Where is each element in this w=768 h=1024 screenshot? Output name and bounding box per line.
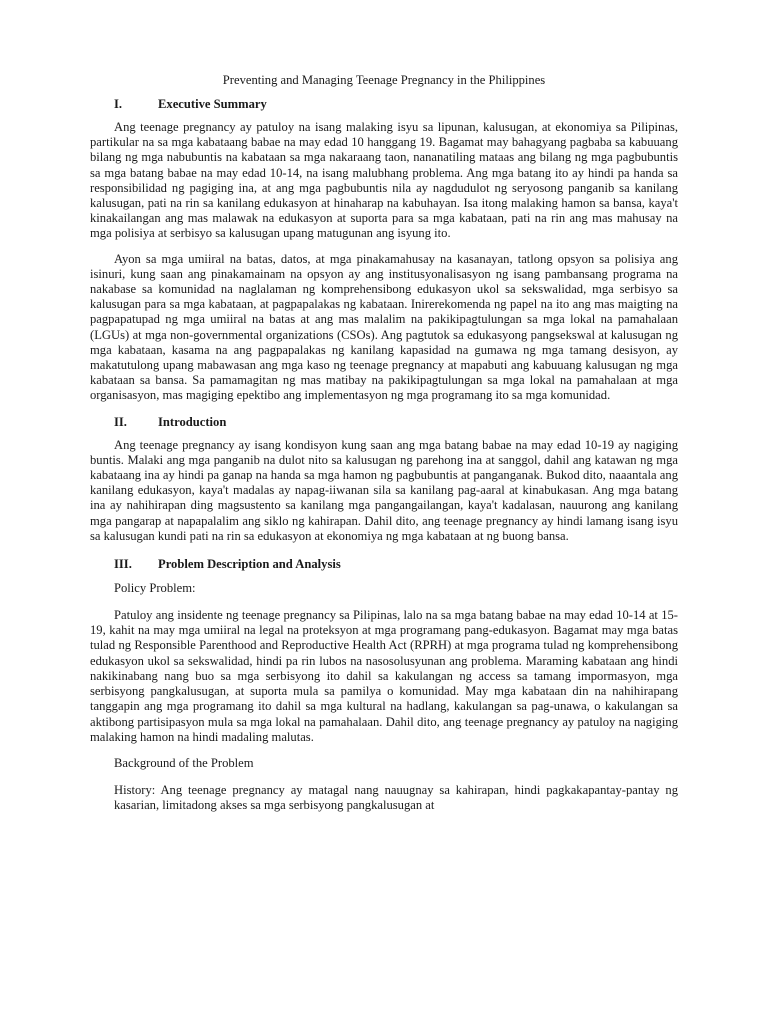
policy-problem-label: Policy Problem:: [114, 581, 196, 596]
section-number: II.: [114, 414, 127, 429]
section-number: I.: [114, 97, 123, 111]
section-title: Problem Description and Analysis: [158, 557, 341, 572]
executive-summary-paragraph-1: Ang teenage pregnancy ay patuloy na isang malaking isyu sa lipunan, kalusugan, at ekonomiya sa Pilipinas, partikular na sa mga kabataang babae na may edad 10 hanggang 19. Bagamat may bahagyang pagbaba sa kabuuang bilang ng mga nabubuntis na kabataan sa mga nakaraang taon, nananatiling mataas ang bilang ng mga pagbubuntis sa mga batang babae na may edad 10-14, na isang malubhang problema. Ang mga batang ito ay hindi pa handa sa responsibilidad ng pagiging ina, at ang mga pagbubuntis nila ay nagdudulot ng seryosong panganib sa kanilang kalusugan, pati na rin sa kanilang edukasyon at hinaharap na kabuhayan. Isa itong malaking hamon sa bansa, kaya't kinakailangan ang mas malawak na edukasyon at suporta para sa mga kabataan, pati na rin ang mas mahusay na mga polisiya at serbisyo sa kalusugan upang matugunan ang isyung ito.: [90, 120, 678, 241]
executive-summary-paragraph-2: Ayon sa mga umiiral na batas, datos, at mga pinakamahusay na kasanayan, tatlong opsyon sa polisiya ang isinuri, kung saan ang pinakamainam na opsyon ay ang institusyonalisasyon ng isang pambansang programa na nakabase sa komunidad na naglalaman ng komprehensibong edukasyon ukol sa sekswalidad, mga serbisyo sa kalusugan para sa mga kabataan, at pagpapalakas ng kabataan. Inirerekomenda ng papel na ito ang mas maigting na pagpapatupad ng mga umiiral na batas at ang mas malalim na pakikipagtulungan sa mga lokal na pamahalaan (LGUs) at mga non-governmental organizations (CSOs). Ang pagtutok sa edukasyong pangsekswal at kalusugan ng mga kabataan, kasama na ang pagpapalakas ng kanilang kapasidad na gumawa ng mga tamang desisyon, ay makatutulong upang mabawasan ang mga kaso ng teenage pregnancy at mapabuti ang kabuuang kalusugan ng mga kabataan sa bansa. Sa pamamagitan ng mas matibay na pakikipagtulungan sa mga lokal na pamahalaan at mga organisasyon, mas magiging epektibo ang implementasyon ng mga programang ito sa mga komunidad.: [90, 251, 678, 403]
section-title: Introduction: [158, 414, 227, 429]
history-paragraph: History: Ang teenage pregnancy ay matagal nang nauugnay sa kahirapan, hindi pagkakapantay-pantay ng kasarian, limitadong akses sa mga serbisyong pangkalusugan at: [114, 782, 678, 813]
document-title: Preventing and Managing Teenage Pregnancy in the Philippines: [222, 73, 546, 87]
section-number: III.: [114, 557, 132, 572]
policy-problem-paragraph: Patuloy ang insidente ng teenage pregnancy sa Pilipinas, lalo na sa mga batang babae na may edad 10-14 at 15-19, kahit na may mga umiiral na legal na proteksyon at mga programang pang-edukasyon. Bagamat may mga batas tulad ng Responsible Parenthood and Reproductive Health Act (RPRH) at mga programa tulad ng komprehensibong edukasyon ukol sa sekswalidad, hindi pa rin lubos na nasosolusyunan ang problema. Maraming kabataan ang hindi nakikinabang nang buo sa mga serbisyong ito dahil sa kakulangan ng access sa tamang impormasyon, mga serbisyong pangkalusugan, at suporta mula sa pamilya o komunidad. May mga kabataan din na nahihirapang tanggapin ang mga programang ito dahil sa mga kultural na hadlang, kakulangan sa pag-unawa, o kakulangan sa aktibong partisipasyon mula sa mga lokal na pamahalaan. Dahil dito, ang teenage pregnancy ay patuloy na nagiging malaking hamon na hindi madaling malutas.: [90, 608, 678, 744]
section-heading-introduction: [114, 414, 678, 430]
section-heading-problem-description: [114, 556, 678, 572]
introduction-paragraph: Ang teenage pregnancy ay isang kondisyon kung saan ang mga batang babae na may edad 10-19 ay nagiging buntis. Malaki ang mga panganib na dulot nito sa kalusugan ng parehong ina at sanggol, dahil ang katawan ng mga kabataang ina ay hindi pa ganap na handa sa mga hamon ng pagbubuntis at panganganak. Bukod dito, naaantala ang kanilang edukasyon, kaya't madalas ay napag-iiwanan sila sa kanilang pag-aaral at kinabukasan. Ang mga batang ina ay nahihirapan ding magsustento sa kanilang mga pangangailangan, kaya't kadalasan, nauurong ang kanilang mga pangarap at napapalalim ang siklo ng kahirapan. Dahil dito, ang teenage pregnancy ay hindi lamang isang isyu sa kalusugan kundi pati na rin sa edukasyon at ekonomiya ng mga kabataan at ng buong bansa.: [90, 437, 678, 543]
background-label: Background of the Problem: [114, 755, 254, 770]
section-title: Executive Summary: [158, 97, 267, 111]
section-heading-executive-summary: [114, 96, 678, 112]
